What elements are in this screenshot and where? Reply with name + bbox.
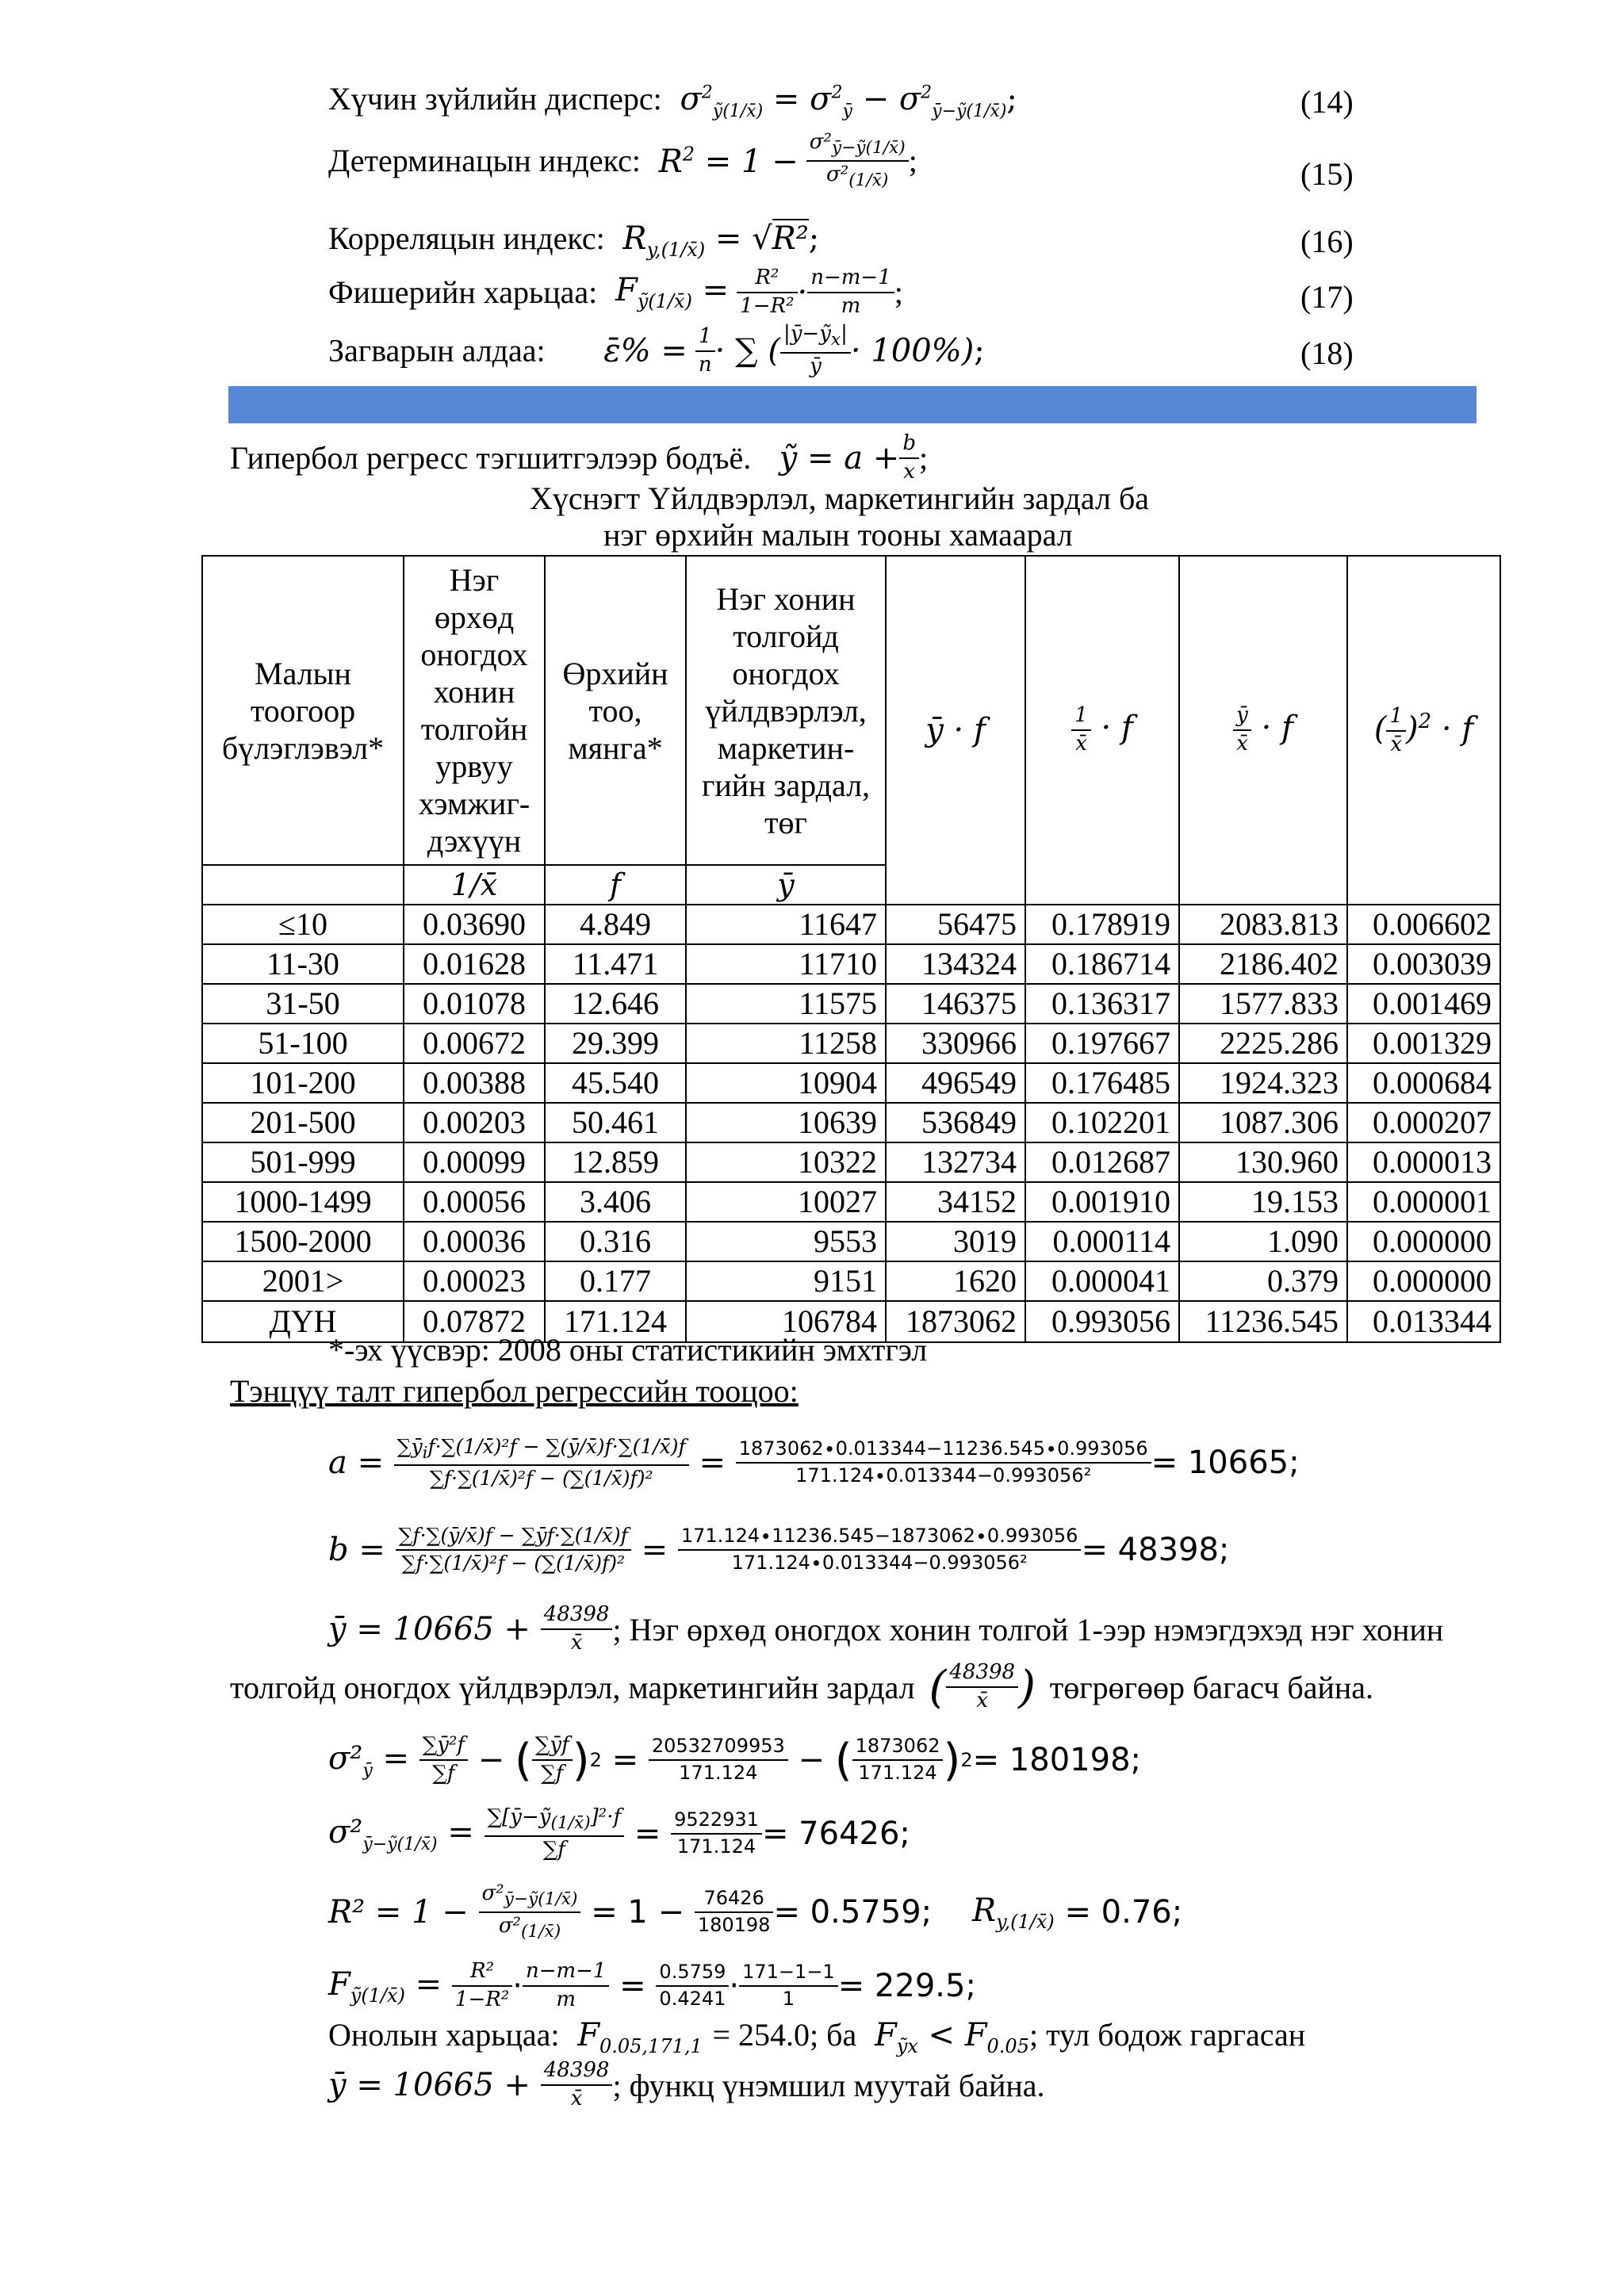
table-cell: 1577.833 [1179,984,1347,1024]
symbol-empty [202,865,404,905]
table-cell: 56475 [886,905,1025,944]
model-line-2: толгойд оногдох үйлдвэрлэл, маркетингийн зардал ( 48398 x̄ ) төгрөгөөр багасч байна. [230,1660,1374,1713]
table-cell: 0.000041 [1025,1261,1179,1301]
table-row [202,984,1500,1024]
hyperbola-equation: ỹ = a + [759,439,900,476]
table-cell: 10027 [686,1182,886,1222]
r2-result: = 0.5759; [773,1894,933,1931]
final-text: ; функц үнэмшил муутай байна. [612,2067,1045,2103]
table-cell: 0.178919 [1025,905,1179,944]
table-row [202,905,1500,944]
var-den-1: 171.124 [679,1762,758,1784]
table-title-line-2: нэг өрхийн малын тооны хамаарал [603,517,1073,553]
formula-17-label: Фишерийн харьцаа: [328,274,598,310]
table-cell: 0.003039 [1347,944,1500,984]
table-cell: 12.859 [545,1142,686,1182]
table-cell: 0.006602 [1347,905,1500,944]
table-cell: 106784 [686,1301,886,1342]
header-inverse-measure: Нэг өрхөд оногдох хонин толгойн урвуу хэмжиг-дэхүүн [404,556,545,865]
row-group-cell: 2001> [202,1261,404,1301]
header-invx-sq-f: ( $\frac{1}{x̄}$ )$^2$ · f [1347,556,1500,905]
b-numerator: 171.124∙11236.545−1873062∙0.993056 [678,1525,1082,1551]
table-row [202,944,1500,984]
table-cell: 11647 [686,905,886,944]
var-den-2: 171.124 [858,1762,937,1784]
table-cell: 11258 [686,1024,886,1063]
final-line: ȳ = 10665 + $\frac{48398}{x̄}$ ; функц үнэмшил муутай байна. [328,2058,1045,2110]
row-group-cell: 51-100 [202,1024,404,1063]
formula-18-frac1: $\frac{1}{n}$ [695,325,715,377]
data-table [201,555,1501,1343]
table-cell: 1620 [886,1261,1025,1301]
formula-14-label: Хүчин зүйлийн дисперс: [328,81,662,117]
formula-17-frac1: $\frac{\text{R²}}{\text{1−R²}}$ [737,266,797,319]
table-cell: 0.197667 [1025,1024,1179,1063]
row-group-cell: 1000-1499 [202,1182,404,1222]
table-cell: 9553 [686,1222,886,1261]
source-note: *-эх үүсвэр: 2008 оны статистикийн эмхтгэл [328,1332,928,1368]
table-cell: 34152 [886,1182,1025,1222]
table-cell: 29.399 [545,1024,686,1063]
formula-residual-variance: $\sigma^2_{ȳ-ỹ(1/x̄)}$ = $\frac{\sum[ȳ-ỹ_{(1/x̄)}]^2\cdot f}{\sum f}$ = $\frac{9522931}{171.124}$ = 76426; [328,1804,910,1862]
table-cell: 2186.402 [1179,944,1347,984]
table-cell: 0.00023 [404,1261,545,1301]
highlight-bar [228,386,1477,423]
r2-den: 180198 [697,1914,771,1936]
header-y-over-x-f: $\frac{ȳ}{x̄}$ · f [1179,556,1347,905]
f-den-1: 0.4241 [659,1988,726,2010]
b-result: = 48398; [1081,1532,1230,1568]
table-row [202,1063,1500,1103]
eq-number-15: (15) [1300,156,1354,192]
formula-14-expr: $\sigma^2_{ỹ(1/x̄)} = \sigma^2_ȳ - \sigma^2_{ȳ-ỹ(1/x̄)}$; [669,81,1017,121]
model-text-1: ; Нэг өрхөд оногдох хонин толгой 1-ээр нэмэгдэхэд нэг хонин [612,1611,1444,1647]
header-groups: Малын тоогоор бүлэглэвэл* [202,556,404,865]
table-cell: 2083.813 [1179,905,1347,944]
table-cell: 171.124 [545,1301,686,1342]
table-cell: 1087.306 [1179,1103,1347,1142]
formula-17-frac2: $\frac{n-m-1}{m}$ [807,266,894,319]
table-cell: 0.01628 [404,944,545,984]
table-cell: 0.00203 [404,1103,545,1142]
table-cell: 4.849 [545,905,686,944]
table-cell: 0.000114 [1025,1222,1179,1261]
table-cell: 0.000001 [1347,1182,1500,1222]
formula-15-fraction: $\frac{\sigma^2_{ȳ-ỹ(1/x̄)}}{\sigma^2_{(1/x̄)}}$ [806,131,909,191]
b-denominator: 171.124∙0.013344−0.993056² [731,1552,1028,1574]
table-cell: 496549 [886,1063,1025,1103]
table-cell: 0.013344 [1347,1301,1500,1342]
formula-variance: $\sigma^2_ȳ$ = $\frac{\text{∑ȳ²f}}{\sum f}$ − ( ∑ȳf ∑f ) 2 = $\frac{20532709953}{171.124}$ − ( $\frac{1873062}{171.124}$ ) 2 = 180198; [328,1733,1142,1786]
table-row [202,1103,1500,1142]
f-result: = 229.5; [837,1968,976,2004]
symbol-y: ȳ [686,865,886,905]
formula-a: a = $\sum ȳ_if\cdot\sum(1/x̄)^2f$ − ∑(ȳ/x̄)f·∑(1/x̄)f ∑f·∑(1/x̄)²f − (∑(1/x̄)f)² = $\frac{1873062\cdot 0.013344-11236.545\cdot 0.993056}{\text{171.124∙0.013344−0.993056²}}$ = 10665; [328,1434,1300,1490]
table-body [202,905,1500,1342]
table-cell: 0.001469 [1347,984,1500,1024]
table-row [202,1142,1500,1182]
table-cell: 2225.286 [1179,1024,1347,1063]
table-cell: 0.00056 [404,1182,545,1222]
table-cell: 0.993056 [1025,1301,1179,1342]
row-group-cell: 501-999 [202,1142,404,1182]
symbol-inv-x: 1/x̄ [404,865,545,905]
row-group-cell: 101-200 [202,1063,404,1103]
eq-number-18: (18) [1300,335,1354,371]
table-cell: 0.03690 [404,905,545,944]
resvar-num: 9522931 [671,1809,762,1835]
r-result: = 0.76; [1064,1894,1183,1931]
table-cell: 130.960 [1179,1142,1347,1182]
f-num-1: 0.5759 [656,1961,729,1987]
r2-num: 76426 [695,1888,774,1913]
resvar-result: = 76426; [761,1816,910,1852]
formula-17-expr: $F_{ỹ(1/x̄)}$ = [605,271,730,312]
row-group-cell: ≤10 [202,905,404,944]
calc-heading: Тэнцүү талт гипербол регрессийн тооцоо: [230,1373,799,1409]
row-group-cell: 11-30 [202,944,404,984]
table-cell: 50.461 [545,1103,686,1142]
eq-number-14: (14) [1300,84,1354,120]
f-den-2: 1 [782,1988,795,2010]
var-num-2: 1873062 [852,1735,944,1761]
var-result: = 180198; [972,1742,1142,1778]
a-result: = 10665; [1151,1445,1300,1481]
formula-b: b = $\frac{\sum f\cdot\sum(ȳ/x̄)f - \sum ȳf\cdot\sum(1/x̄)f}{\text{∑f·∑(1/x̄)²f − (∑(1/x̄)f)²}}$ = $\frac{171.124\cdot 11236.545-1873062\cdot 0.993056}{\text{171.124∙0.013344−0.993056²}}$ = 48398; [328,1524,1230,1575]
table-cell: 1924.323 [1179,1063,1347,1103]
formula-16-label: Корреляцын индекс: [328,220,605,256]
row-group-cell: ДҮН [202,1301,404,1342]
table-cell: 0.012687 [1025,1142,1179,1182]
table-cell: 11236.545 [1179,1301,1347,1342]
model-line: ȳ = 10665 + $\frac{48398}{x̄}$ ; Нэг өрхөд оногдох хонин толгой 1-ээр нэмэгдэхэд нэг хонин [328,1602,1444,1655]
table-cell: 0.316 [545,1222,686,1261]
table-row [202,1222,1500,1261]
theory-text-3: ; тул бодож гаргасан [1028,2017,1306,2053]
eq-number-17: (17) [1300,279,1354,315]
table-cell: 11710 [686,944,886,984]
formula-15: Детерминацын индекс: $R^2 = 1$ − $\frac{\sigma^2_{ȳ-ỹ(1/x̄)}}{\sigma^2_{(1/x̄)}}$ ; [328,130,917,191]
table-cell: 0.01078 [404,984,545,1024]
table-cell: 0.00388 [404,1063,545,1103]
theory-line: Онолын харьцаа: $F_{0.05,171,1} = 254.0$; ба $F_{ỹx} < F_{0.05}$; тул бодож гаргасан [328,2017,1306,2057]
header-cost-per-head: Нэг хонин толгойд оногдох үйлдвэрлэл, маркетин-гийн зардал, төг [686,556,886,865]
table-cell: 45.540 [545,1063,686,1103]
var-num-1: 20532709953 [649,1735,788,1761]
row-group-cell: 1500-2000 [202,1222,404,1261]
formula-18-frac2: $\frac{|ȳ-ỹ_x|}{ȳ}$ [780,323,851,379]
intro-line: Гипербол регресс тэгшитгэлээр бодъё. ỹ = a + $\frac{b}{x}$ ; [230,431,929,484]
table-cell: 0.00672 [404,1024,545,1063]
eq-number-16: (16) [1300,224,1354,259]
a-numerator: 1873062∙0.013344−11236.545∙0.993056 [736,1438,1151,1464]
table-row [202,1261,1500,1301]
table-cell: 1873062 [886,1301,1025,1342]
formula-fisher: $F_{ỹ(1/x̄)}$ = $\frac{\text{R²}}{\text{1−R²}}$ · $\frac{n-m-1}{m}$ = $\frac{0.5759}{0.4241}$ · $\frac{171-1-1}{1}$ = 229.5; [328,1959,976,2011]
formula-17: Фишерийн харьцаа: $F_{ỹ(1/x̄)}$ = $\frac{\text{R²}}{\text{1−R²}}$ · $\frac{n-m-1}{m}$ ; [328,266,903,318]
table-cell: 3.406 [545,1182,686,1222]
table-cell: 11575 [686,984,886,1024]
table-cell: 11.471 [545,944,686,984]
formula-r2: R² = 1 − $\frac{\sigma^2_{ȳ-ỹ(1/x̄)}}{\sigma^2_{(1/x̄)}}$ = 1 − $\frac{76426}{180198}$ = 0.5759; $R_{y,(1/x̄)}$ = 0.76; [328,1881,1183,1942]
table-cell: 0.186714 [1025,944,1179,984]
table-cell: 10904 [686,1063,886,1103]
table-cell: 12.646 [545,984,686,1024]
table-cell: 9151 [686,1261,886,1301]
model-text-2: толгойд оногдох үйлдвэрлэл, маркетингийн зардал [230,1669,915,1705]
table-cell: 0.07872 [404,1301,545,1342]
resvar-den: 171.124 [676,1835,756,1858]
table-row [202,1024,1500,1063]
table-cell: 0.000207 [1347,1103,1500,1142]
table-cell: 0.001329 [1347,1024,1500,1063]
table-cell: 0.000000 [1347,1261,1500,1301]
table-cell: 10639 [686,1103,886,1142]
table-title-line-1: Хүснэгт Үйлдвэрлэл, маркетингийн зардал ба [530,480,1150,516]
table-cell: 0.102201 [1025,1103,1179,1142]
table-cell: 1.090 [1179,1222,1347,1261]
table-row [202,1182,1500,1222]
table-cell: 10322 [686,1142,886,1182]
a-denominator: 171.124∙0.013344−0.993056² [795,1464,1092,1487]
formula-14 [328,83,1017,121]
table-cell: 0.176485 [1025,1063,1179,1103]
table-cell: 0.00036 [404,1222,545,1261]
table-cell: 536849 [886,1103,1025,1142]
formula-18: Загварын алдаа: ε̄% = $\frac{1}{n}$ · ∑ ( $\frac{|ȳ-ỹ_x|}{ȳ}$ · 100%); [328,322,985,379]
table-cell: 0.000684 [1347,1063,1500,1103]
table-cell: 0.177 [545,1261,686,1301]
formula-15-label: Детерминацын индекс: [328,143,641,179]
header-invx-f: $\frac{1}{x̄}$ · f [1025,556,1179,905]
table-cell: 132734 [886,1142,1025,1182]
table-cell: 0.001910 [1025,1182,1179,1222]
formula-16-expr: $R_{y,(1/x̄)} = √R^2$; [612,220,820,261]
formula-15-expr: $R^2 = 1$ − [648,143,799,180]
header-yf: ȳ · f [886,556,1025,905]
formula-16 [328,220,820,261]
intro-text: Гипербол регресс тэгшитгэлээр бодъё. [230,439,752,476]
row-group-cell: 31-50 [202,984,404,1024]
table-cell: 0.000013 [1347,1142,1500,1182]
table-cell: 0.379 [1179,1261,1347,1301]
table-cell: 0.000000 [1347,1222,1500,1261]
table-cell: 146375 [886,984,1025,1024]
table-cell: 0.00099 [404,1142,545,1182]
model-text-3: төгрөгөөр багасч байна. [1049,1669,1374,1705]
table-cell: 3019 [886,1222,1025,1261]
formula-18-label: Загварын алдаа: [328,332,546,369]
table-cell: 19.153 [1179,1182,1347,1222]
row-group-cell: 201-500 [202,1103,404,1142]
table-cell: 0.136317 [1025,984,1179,1024]
symbol-f: f [545,865,686,905]
formula-18-expr: ε̄% = [553,332,688,369]
theory-text-1: Онолын харьцаа: [328,2017,560,2053]
header-households: Өрхийн тоо, мянга* [545,556,686,865]
f-num-2: 171−1−1 [739,1961,838,1987]
table-cell: 134324 [886,944,1025,984]
theory-text-2: = 254.0; ба [712,2017,857,2053]
table-cell: 330966 [886,1024,1025,1063]
hyperbola-fraction: $\frac{b}{x}$ [899,432,919,484]
